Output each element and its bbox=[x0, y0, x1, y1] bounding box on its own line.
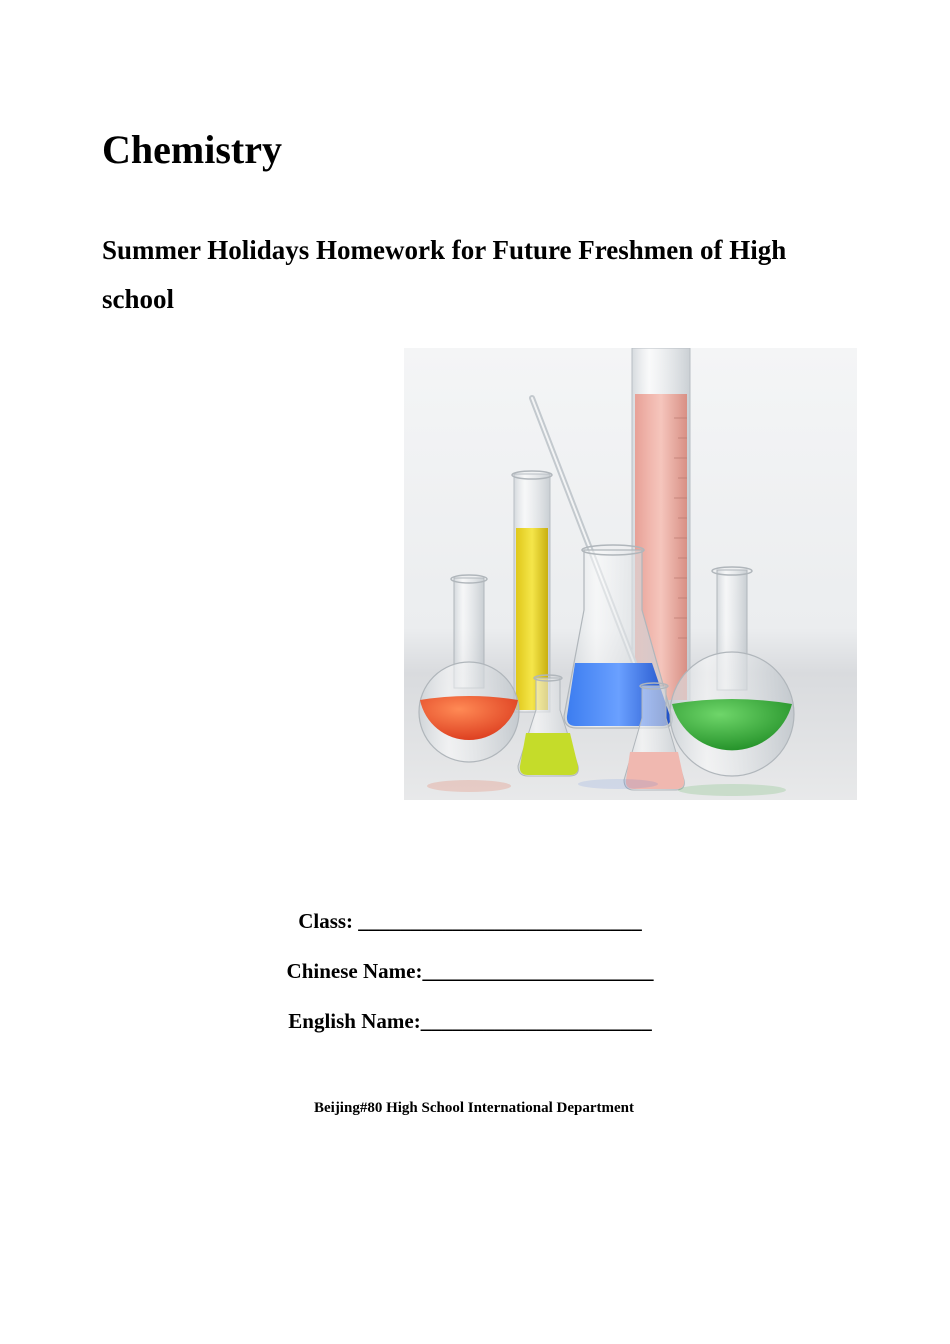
class-field: Class: ___________________________ bbox=[298, 909, 642, 933]
lab-glassware-image bbox=[404, 348, 857, 800]
english-name-field: English Name:______________________ bbox=[288, 1009, 652, 1033]
chinese-name-field: Chinese Name:______________________ bbox=[286, 959, 654, 983]
page-title: Chemistry bbox=[102, 127, 282, 172]
page-subtitle: Summer Holidays Homework for Future Freshmen of High school bbox=[102, 235, 787, 314]
school-footer: Beijing#80 High School International Department bbox=[313, 1100, 634, 1116]
